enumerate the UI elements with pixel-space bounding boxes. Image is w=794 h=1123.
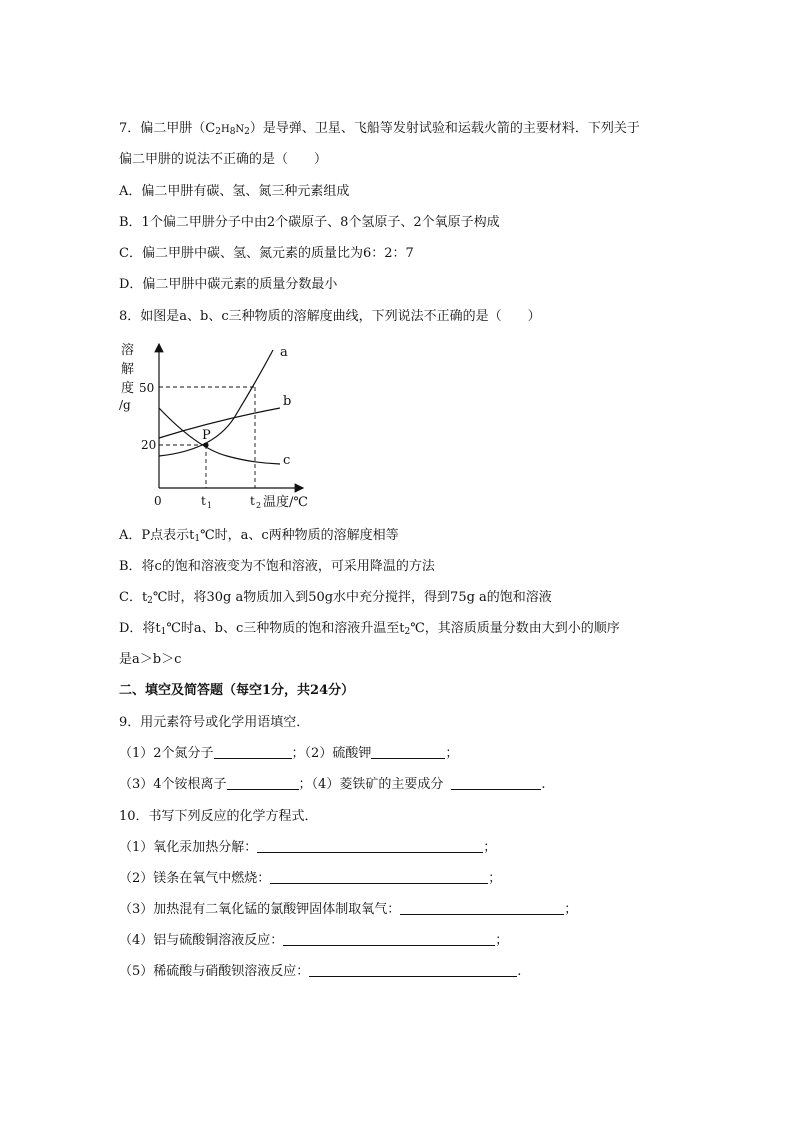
curve-a-label: a bbox=[280, 345, 288, 360]
q7-option-c: C．偏二甲肼中碳、氢、氮元素的质量比为6：2：7 bbox=[119, 246, 414, 261]
q7-option-b: B．1个偏二甲肼分子中由2个碳原子、8个氢原子、2个氧原子构成 bbox=[119, 215, 500, 230]
q7-option-d: D．偏二甲肼中碳元素的质量分数最小 bbox=[119, 277, 338, 292]
q8-option-d-line2: 是a＞b＞c bbox=[119, 652, 182, 667]
y-axis-label-1: 溶 bbox=[121, 343, 135, 358]
answer-blank-4[interactable] bbox=[451, 776, 541, 790]
q7-stem-line1: 7．偏二甲肼$(C_2H_8N_2)$是导弹、卫星、飞船等发射试验和运载火箭的主要材料．下列关于 bbox=[119, 121, 640, 137]
q10-item-2: （2）镁条在氧气中燃烧： ； bbox=[119, 871, 502, 886]
point-p-label: P bbox=[202, 428, 211, 443]
x-tick-t2-sub: 2 bbox=[256, 501, 262, 510]
q10-item-1: （1）氧化汞加热分解： ； bbox=[119, 840, 497, 855]
x-tick-t2: t bbox=[250, 494, 255, 508]
y-axis-label-4: /g bbox=[119, 398, 131, 412]
curve-b-label: b bbox=[283, 394, 292, 409]
x-tick-t1: t bbox=[201, 494, 206, 508]
origin-label: 0 bbox=[154, 494, 162, 508]
formula-h: H bbox=[220, 124, 230, 135]
section2-title: 二、填空及简答题（每空1分，共24分） bbox=[119, 683, 355, 698]
curve-a bbox=[159, 350, 273, 456]
q10-item-4: （4）铝与硫酸铜溶液反应： ； bbox=[119, 933, 509, 948]
equation-blank-4[interactable] bbox=[283, 932, 495, 946]
equation-blank-1[interactable] bbox=[257, 839, 483, 853]
q8-option-c: C．$t_2℃$时，将30g a物质加入到50g水中充分搅拌，得到75g a的饱和溶液 bbox=[119, 590, 552, 606]
solubility-curve-graph bbox=[117, 338, 317, 510]
q8-stem: 8．如图是a、b、c三种物质的溶解度曲线，下列说法不正确的是（ ） bbox=[119, 309, 541, 324]
y-tick-20: 20 bbox=[141, 438, 157, 452]
q7-option-a: A．偏二甲肼有碳、氢、氮三种元素组成 bbox=[119, 184, 350, 199]
curve-c-label: c bbox=[283, 453, 291, 468]
formula-sub-8: 8 bbox=[229, 127, 236, 137]
y-axis-label-2: 解 bbox=[121, 362, 135, 377]
answer-blank-1[interactable] bbox=[214, 745, 292, 759]
q7-stem-line2: 偏二甲肼的说法不正确的是（ ） bbox=[119, 152, 328, 167]
q8-option-d: D．将$t_1℃$时a、b、c三种物质的饱和溶液升温至$t_2℃$，其溶质质量分数由大到小的顺序 bbox=[119, 621, 620, 637]
q10-item-3: （3）加热混有二氧化锰的氯酸钾固体制取氧气： ； bbox=[119, 902, 578, 917]
q10-stem: 10．书写下列反应的化学方程式． bbox=[119, 809, 318, 824]
equation-blank-3[interactable] bbox=[400, 901, 564, 915]
x-axis-label: 温度/℃ bbox=[263, 495, 308, 510]
q10-item-5: （5）稀硫酸与硝酸钡溶液反应： . bbox=[119, 964, 522, 979]
equation-blank-5[interactable] bbox=[309, 963, 517, 977]
answer-blank-3[interactable] bbox=[227, 776, 299, 790]
q9-row1: （1）2个氮分子 ；（2）硫酸钾 ； bbox=[119, 746, 459, 761]
formula-n: N bbox=[235, 124, 245, 135]
q9-row2: （3）4个铵根离子 ；（4）菱铁矿的主要成分 . bbox=[119, 777, 546, 792]
q9-stem: 9．用元素符号或化学用语填空． bbox=[119, 715, 310, 730]
y-axis-label-3: 度 bbox=[121, 381, 135, 396]
point-p-marker bbox=[203, 442, 208, 447]
answer-blank-2[interactable] bbox=[371, 745, 445, 759]
q8-option-b: B．将c的饱和溶液变为不饱和溶液，可采用降温的方法 bbox=[119, 559, 435, 574]
equation-blank-2[interactable] bbox=[270, 870, 488, 884]
q8-option-a: A．P点表示$t_1℃$时，a、c两种物质的溶解度相等 bbox=[119, 528, 399, 544]
formula-sub-2a: 2 bbox=[215, 127, 221, 137]
formula-sub-2b: 2 bbox=[244, 127, 250, 137]
curve-c bbox=[159, 408, 280, 464]
y-tick-50: 50 bbox=[139, 381, 155, 395]
x-tick-t1-sub: 1 bbox=[207, 501, 213, 510]
